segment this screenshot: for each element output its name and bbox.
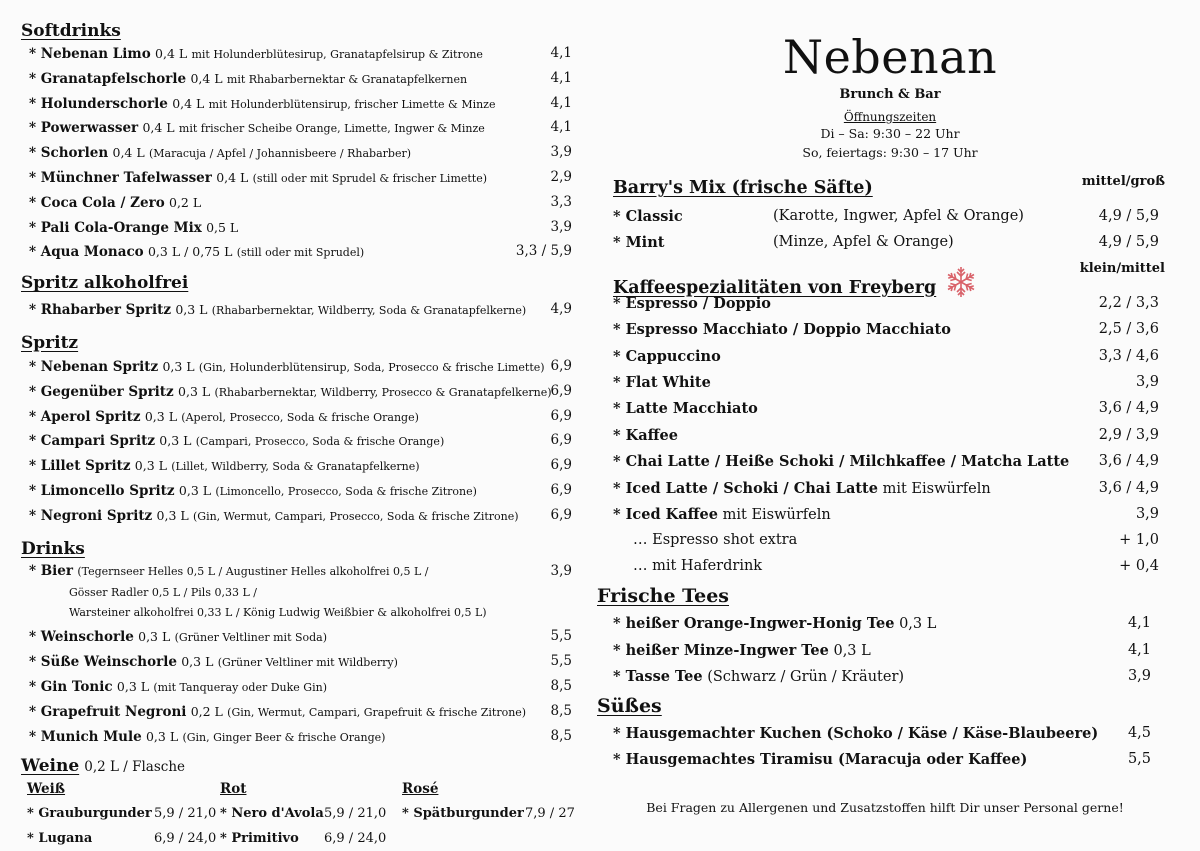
item-name: * Gin Tonic: [29, 678, 113, 695]
wine-col-rose: [402, 777, 582, 826]
spritz-list: [21, 355, 581, 529]
item-size: 0,4 L: [142, 120, 175, 136]
menu-item: [21, 725, 581, 750]
menu-item: [21, 429, 581, 454]
item-name: * Grapefruit Negroni: [29, 703, 187, 720]
tees-list: [597, 611, 1157, 690]
barrys-list: [605, 204, 1165, 257]
barrys-col-head: mittel/groß: [1081, 174, 1165, 189]
item-price: 6,9: [550, 432, 572, 449]
item-desc: mit frischer Scheibe Orange, Limette, Ingwer & Minze: [178, 122, 485, 136]
item-desc: (Gin, Ginger Beer & frische Orange): [182, 730, 386, 744]
item-name: * Chai Latte / Heiße Schoki / Milchkaffee / Matcha Latte: [613, 453, 1070, 471]
item-price: 6,9: [550, 457, 572, 474]
item-name: * Espresso / Doppio: [613, 294, 771, 312]
item-size: 0,3 L: [178, 383, 211, 399]
wine-row: [220, 801, 400, 826]
item-size: 0,2 L: [190, 703, 223, 719]
item-desc: (Rhabarbernektar, Wildberry, Soda & Granatapfelkerne): [211, 304, 527, 318]
menu-item: [605, 396, 1165, 422]
item-name: * Flat White: [613, 374, 711, 392]
item-price: 8,5: [550, 727, 572, 744]
footer-note: Bei Fragen zu Allergenen und Zusatzstoffen hilft Dir unser Personal gerne!: [646, 800, 1124, 815]
item-name: * Iced Latte / Schoki / Chai Latte: [613, 479, 878, 497]
item-price: 3,9: [550, 144, 572, 161]
wine-name: * Nero d'Avola: [220, 806, 324, 822]
item-desc: (Lillet, Wildberry, Soda & Granatapfelkerne): [171, 460, 420, 474]
item-size: 0,3 L: [144, 408, 177, 424]
item-name: * Iced Kaffee: [613, 506, 719, 524]
section-head: [605, 174, 1165, 204]
item-desc: (Gin, Wermut, Campari, Prosecco, Soda & frische Zitrone): [192, 509, 519, 523]
wine-col-head: Rot: [220, 781, 247, 798]
item-desc: mit Holunderblütesirup, Granatapfelsirup & Zitrone: [191, 48, 483, 61]
item-name: * heißer Minze-Ingwer Tee: [613, 641, 829, 659]
weine-heading: [21, 755, 581, 777]
item-size: 0,2 L: [169, 194, 202, 210]
item-name: * Munich Mule: [29, 728, 142, 745]
menu-item: [21, 191, 581, 216]
item-size: 0,4 L: [190, 70, 223, 86]
item-size: 0,3 L: [159, 433, 192, 449]
item-desc: (Rhabarbernektar, Wildberry, Prosecco & Granatapfelkerne): [214, 385, 552, 399]
menu-item: [21, 240, 581, 265]
wine-grid: [21, 777, 581, 847]
item-size: 0,4 L: [172, 95, 205, 111]
item-price: 6,9: [550, 481, 572, 498]
item-desc-line3: Warsteiner alkoholfrei 0,33 L / König Ludwig Weißbier & alkoholfrei 0,5 L): [69, 606, 487, 620]
item-price: 3,6 / 4,9: [1098, 479, 1159, 496]
item-name: * heißer Orange-Ingwer-Honig Tee: [613, 615, 895, 633]
item-desc: (Minze, Apfel & Orange): [773, 234, 954, 251]
item-price: 6,9: [550, 407, 572, 424]
menu-item: [21, 700, 581, 725]
section-spritz-af-title: Spritz alkoholfrei: [21, 273, 189, 294]
item-desc: mit Eiswürfeln: [882, 480, 991, 497]
item-name: * Nebenan Limo: [29, 46, 151, 62]
wine-price: 6,9 / 24,0: [324, 831, 387, 847]
item-desc: 0,3 L: [833, 642, 871, 659]
menu-item: [21, 479, 581, 504]
section-tees-title: Frische Tees: [597, 585, 729, 608]
item-desc: (Gin, Wermut, Campari, Grapefruit & frische Zitrone): [227, 705, 527, 719]
left-column: [21, 20, 581, 847]
item-price: 5,5: [550, 628, 572, 645]
item-name: * Süße Weinschorle: [29, 654, 177, 671]
item-price: 3,3 / 5,9: [515, 243, 572, 260]
item-desc: (Campari, Prosecco, Soda & frische Orange): [195, 435, 445, 449]
wine-col-rot: [220, 777, 400, 851]
item-name: * Tasse Tee: [613, 668, 703, 686]
item-desc: mit Holunderblütensirup, frischer Limette & Minze: [208, 97, 496, 111]
item-price: 4,9: [550, 301, 572, 318]
item-price: 8,5: [550, 702, 572, 719]
section-weine-title: Weine: [21, 756, 80, 777]
item-price: 2,5 / 3,6: [1098, 321, 1159, 338]
menu-item: [605, 611, 1157, 637]
section-head: [597, 695, 1157, 721]
item-size: 0,4 L: [112, 145, 145, 161]
item-size: 0,3 L: [134, 458, 167, 474]
menu-item: [605, 423, 1165, 449]
item-name: * Hausgemachter Kuchen (Schoko / Käse / Käse-Blaubeere): [613, 724, 1099, 742]
item-name: * Münchner Tafelwasser: [29, 169, 212, 186]
item-price: 8,5: [550, 677, 572, 694]
item-name: * Weinschorle: [29, 629, 134, 646]
item-name: * Granatapfelschorle: [29, 70, 187, 87]
item-name: * Rhabarber Spritz: [29, 302, 172, 319]
menu-item: [605, 317, 1165, 343]
wine-price: 5,9 / 21,0: [324, 806, 387, 822]
item-name: * Gegenüber Spritz: [29, 383, 174, 400]
wine-col-weiss: [27, 777, 217, 851]
item-desc: (still oder mit Sprudel): [236, 246, 365, 260]
section-barrys-title: Barry's Mix (frische Säfte): [613, 178, 873, 198]
item-name: * Coca Cola / Zero: [29, 194, 165, 211]
item-price: 4,1: [550, 69, 572, 86]
menu-item: [605, 528, 1165, 553]
wine-name: * Grauburgunder: [27, 806, 152, 822]
item-desc: (Maracuja / Apfel / Johannisbeere / Rhabarber): [148, 147, 411, 161]
wine-name: * Lugana: [27, 831, 93, 847]
kaffee-list: [605, 291, 1165, 529]
item-size: 0,3 L: [116, 678, 150, 694]
menu-item: [21, 454, 581, 479]
wine-name: * Primitivo: [220, 831, 299, 847]
menu-item: [21, 141, 581, 166]
menu-item: [21, 116, 581, 141]
item-price: 5,5: [1127, 750, 1151, 767]
item-name: * Lillet Spritz: [29, 458, 131, 475]
item-desc: (Tegernseer Helles 0,5 L / Augustiner Helles alkoholfrei 0,5 L /: [77, 564, 429, 578]
wine-price: 7,9 / 27: [525, 806, 575, 822]
item-desc-line2: Gösser Radler 0,5 L / Pils 0,33 L /: [69, 586, 257, 600]
item-name: * Latte Macchiato: [613, 400, 758, 418]
item-name: * Hausgemachtes Tiramisu (Maracuja oder Kaffee): [613, 750, 1028, 768]
item-desc: (Limoncello, Prosecco, Soda & frische Zitrone): [215, 484, 477, 498]
item-desc: (Grüner Veltliner mit Wildberry): [217, 656, 398, 670]
item-desc: mit Eiswürfeln: [722, 507, 831, 524]
section-barrys: [605, 174, 1165, 257]
item-price: 4,1: [550, 45, 572, 61]
item-name: … mit Haferdrink: [633, 557, 763, 574]
menu-item: [605, 502, 1165, 528]
item-size: 0,3 L: [178, 482, 212, 498]
item-price: 3,6 / 4,9: [1098, 400, 1159, 417]
brand-subtitle: Brunch & Bar: [839, 87, 941, 102]
item-size: 0,4 L: [216, 169, 249, 185]
menu-item: [21, 675, 581, 700]
menu-item: [605, 664, 1157, 690]
item-name: * Aqua Monaco: [29, 244, 144, 261]
section-kaffee-title: Kaffeespezialitäten von Freyberg: [613, 277, 937, 298]
menu-item: [605, 370, 1165, 396]
hours-weekdays: Di – Sa: 9:30 – 22 Uhr: [820, 126, 960, 141]
menu-item: [21, 405, 581, 430]
item-price: 3,9: [1135, 506, 1159, 523]
item-name: * Campari Spritz: [29, 433, 155, 450]
item-name: * Holunderschorle: [29, 95, 168, 112]
item-name: * Mint: [613, 234, 665, 252]
item-price: + 0,4: [1119, 557, 1159, 574]
item-name: * Pali Cola-Orange Mix: [29, 219, 202, 236]
menu-item: [605, 638, 1157, 664]
item-price: 2,9: [550, 168, 572, 185]
item-price: 6,9: [550, 506, 572, 523]
item-name: * Nebenan Spritz: [29, 358, 159, 375]
wine-col-head: Rosé: [402, 781, 439, 798]
item-price: 4,9 / 5,9: [1098, 234, 1159, 251]
item-price: 2,9 / 3,9: [1098, 426, 1159, 443]
item-price: 6,9: [550, 382, 572, 399]
kaffee-col-head: klein/mittel: [1079, 260, 1165, 276]
item-name: * Limoncello Spritz: [29, 482, 175, 499]
menu-item: [21, 650, 581, 675]
item-price: 2,2 / 3,3: [1098, 294, 1159, 311]
item-desc: mit Rhabarbernektar & Granatapfelkernen: [226, 72, 468, 86]
menu-item: [21, 166, 581, 191]
item-price: 4,5: [1127, 724, 1151, 741]
brand-title: Nebenan: [782, 30, 998, 84]
item-price: + 1,0: [1119, 532, 1159, 549]
item-price: 4,9 / 5,9: [1098, 208, 1159, 224]
item-price: 4,1: [550, 119, 572, 136]
kaffee-extras: [605, 528, 1165, 579]
item-size: 0,3 L: [156, 507, 189, 523]
menu-item: [21, 67, 581, 92]
item-desc: (Karotte, Ingwer, Apfel & Orange): [773, 208, 1024, 224]
item-size: 0,3 L: [162, 358, 195, 374]
hours-label: Öffnungszeiten: [843, 110, 937, 124]
spritz-af-list: [21, 298, 581, 323]
item-size: 0,3 L: [138, 629, 171, 645]
item-price: 3,9: [1135, 374, 1159, 391]
menu-item: [21, 380, 581, 405]
item-name: * Powerwasser: [29, 120, 139, 137]
wine-col-head: Weiß: [27, 781, 66, 798]
section-spritz-title: Spritz: [21, 332, 79, 353]
item-size: 0,3 L: [175, 302, 208, 318]
section-head: [597, 585, 1157, 611]
menu-item: [605, 476, 1165, 502]
menu-item: [605, 449, 1165, 475]
wine-price: 6,9 / 24,0: [154, 831, 217, 847]
item-desc: (still oder mit Sprudel & frischer Limette): [252, 171, 488, 185]
section-head: [605, 260, 1165, 298]
item-size: 0,3 L / 0,75 L: [147, 244, 233, 260]
item-name: * Kaffee: [613, 426, 678, 444]
item-desc: (Gin, Holunderblütensirup, Soda, Prosecco & frische Limette): [198, 360, 545, 374]
wine-row: [27, 801, 217, 826]
drinks-list: [21, 625, 581, 749]
item-name: * Negroni Spritz: [29, 507, 153, 524]
menu-item: [605, 204, 1165, 230]
item-price: 3,3: [550, 193, 572, 210]
menu-item: [605, 747, 1157, 773]
wine-row: [402, 801, 582, 826]
hours-sunday: So, feiertags: 9:30 – 17 Uhr: [802, 145, 978, 160]
menu-item: [21, 42, 581, 67]
item-name: * Classic: [613, 208, 683, 225]
wine-row: [27, 826, 217, 851]
item-price: 3,9: [1127, 668, 1151, 685]
menu-item: [21, 355, 581, 380]
menu-item: [605, 291, 1165, 317]
menu-item-bier: [21, 560, 581, 624]
item-size: 0,3 L: [145, 728, 179, 744]
menu-item: [605, 554, 1165, 579]
wine-name: * Spätburgunder: [402, 806, 524, 822]
wine-row: [220, 826, 400, 851]
section-suesses-title: Süßes: [597, 694, 662, 717]
item-price: 4,1: [550, 94, 572, 111]
item-price: 3,3 / 4,6: [1098, 347, 1159, 364]
item-desc: 0,3 L: [899, 616, 937, 633]
item-name: * Aperol Spritz: [29, 408, 141, 425]
right-column: [597, 30, 1165, 773]
section-softdrinks-title: Softdrinks: [21, 21, 121, 41]
item-size: 0,4 L: [155, 46, 188, 61]
softdrinks-list: [21, 42, 581, 265]
item-size: 0,3 L: [181, 654, 214, 670]
item-name: * Schorlen: [29, 145, 109, 162]
item-price: 4,1: [1127, 641, 1151, 658]
menu-item: [21, 298, 581, 323]
item-name: … Espresso shot extra: [633, 532, 798, 549]
item-size: 0,5 L: [206, 219, 239, 235]
item-price: 3,6 / 4,9: [1098, 453, 1159, 470]
item-name: * Cappuccino: [613, 347, 721, 365]
menu-item: [21, 92, 581, 117]
suesses-list: [597, 721, 1157, 774]
item-name: * Espresso Macchiato / Doppio Macchiato: [613, 321, 951, 339]
section-tees: [597, 585, 1157, 690]
item-name: * Bier: [29, 562, 74, 579]
menu-item: [21, 504, 581, 529]
item-desc: (mit Tanqueray oder Duke Gin): [153, 680, 327, 694]
wine-price: 5,9 / 21,0: [154, 806, 217, 822]
item-price: 6,9: [550, 357, 572, 374]
section-drinks-title: Drinks: [21, 538, 85, 559]
item-price: 3,9: [550, 218, 572, 235]
menu-item: [605, 344, 1165, 370]
menu-item: [605, 230, 1165, 256]
weine-unit: 0,2 L / Flasche: [84, 759, 186, 776]
menu-item: [21, 625, 581, 650]
item-desc: (Grüner Veltliner mit Soda): [174, 631, 328, 645]
menu-item: [21, 216, 581, 241]
item-desc: (Schwarz / Grün / Kräuter): [707, 669, 905, 686]
menu-item: [605, 721, 1157, 747]
item-price: 4,1: [1127, 615, 1151, 632]
item-price: 5,5: [550, 653, 572, 670]
section-kaffee: [605, 260, 1165, 579]
item-desc: (Aperol, Prosecco, Soda & frische Orange): [181, 410, 419, 424]
title-block: [605, 30, 1175, 162]
section-suesses: [597, 695, 1157, 774]
item-price: 3,9: [550, 562, 572, 579]
